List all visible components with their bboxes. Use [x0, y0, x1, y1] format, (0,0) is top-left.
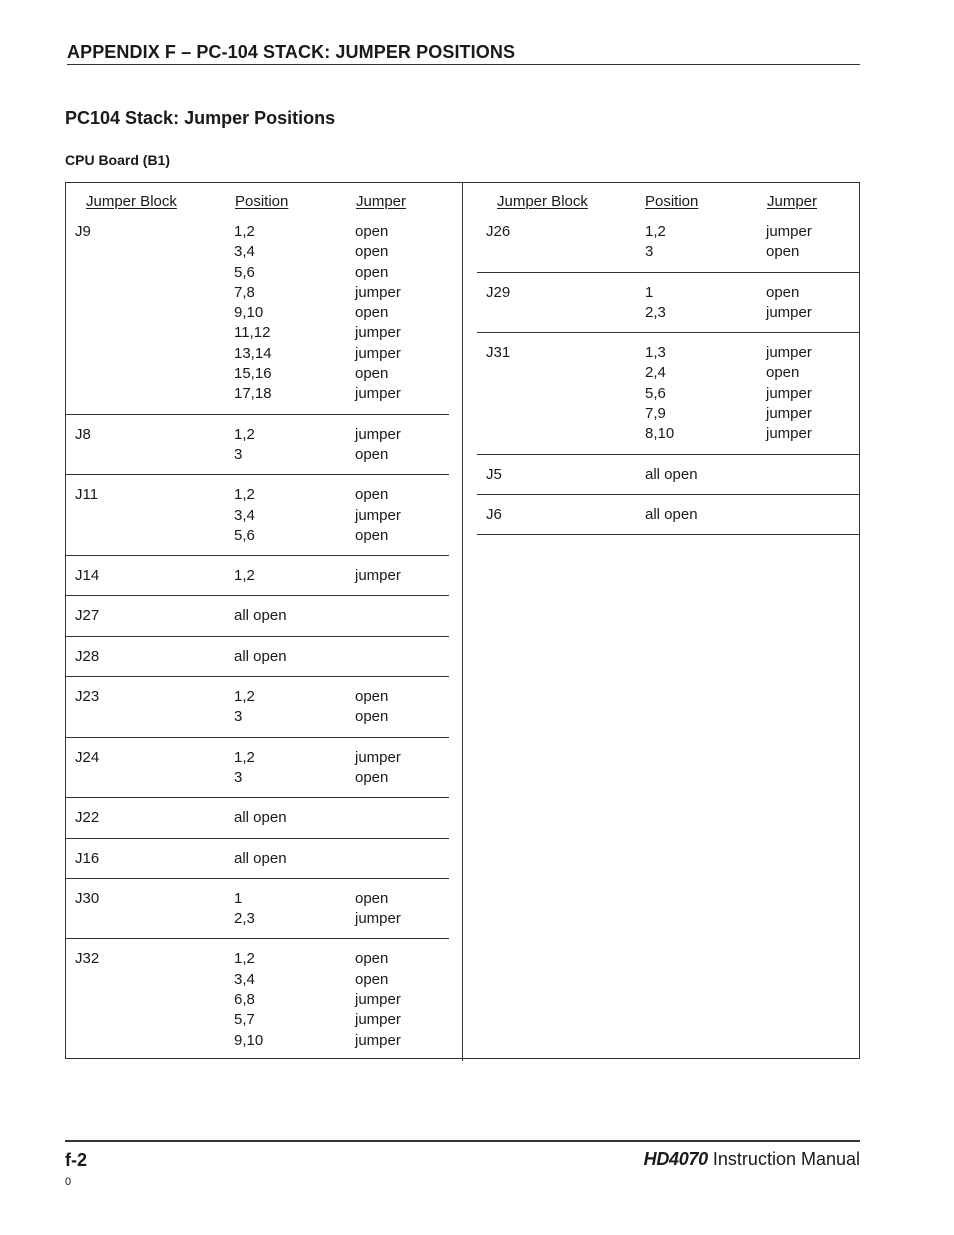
- table-row: [66, 677, 449, 738]
- position-value: 1,2: [645, 223, 666, 240]
- left-table-rows: [66, 220, 449, 1061]
- position-cell: [234, 566, 255, 586]
- jumper-value: open: [355, 263, 389, 281]
- jumper-value: jumper: [355, 567, 401, 585]
- jumper-cell: [766, 465, 770, 485]
- position-cell: [234, 849, 287, 869]
- position-value: 17,18: [234, 385, 272, 403]
- column-header-jumper: Jumper: [356, 193, 407, 210]
- position-value: 11,12: [234, 324, 271, 342]
- position-value: 5,7: [234, 1011, 255, 1029]
- jumper-value: jumper: [355, 748, 401, 766]
- jumper-cell: [355, 889, 401, 930]
- table-row: [477, 220, 860, 273]
- jumper-block-cell: J16: [75, 849, 100, 867]
- column-header-jumper: Jumper: [767, 193, 818, 210]
- position-cell: [234, 485, 255, 546]
- appendix-header: APPENDIX F – PC-104 STACK: JUMPER POSITIONS: [67, 42, 516, 62]
- position-cell: [234, 222, 272, 405]
- column-header-jumper-block: Jumper Block: [497, 193, 588, 210]
- position-value: 1,2: [234, 223, 255, 240]
- position-cell: [234, 748, 255, 789]
- position-value: all open: [234, 809, 287, 827]
- table-row: [477, 333, 860, 455]
- table-row: [66, 596, 449, 636]
- jumper-value: jumper: [766, 405, 812, 423]
- jumper-value: jumper: [766, 425, 812, 443]
- page-sub-label: 0: [65, 1176, 72, 1188]
- jumper-value: open: [355, 889, 389, 907]
- jumper-cell: [355, 485, 401, 546]
- position-value: 9,10: [234, 1031, 264, 1049]
- position-value: 1,2: [234, 425, 255, 443]
- table-row: [66, 475, 449, 556]
- position-value: 8,10: [645, 425, 675, 443]
- jumper-block-cell: J26: [486, 223, 511, 240]
- table-row: [66, 220, 449, 415]
- jumper-value: open: [355, 688, 389, 706]
- jumper-block-cell: J29: [486, 283, 511, 301]
- position-value: 6,8: [234, 991, 255, 1009]
- jumper-cell: [355, 425, 401, 466]
- position-cell: [234, 889, 255, 930]
- position-value: 15,16: [234, 365, 272, 383]
- position-value: all open: [234, 607, 287, 625]
- section-title: PC104 Stack: Jumper Positions: [65, 108, 336, 128]
- jumper-value: jumper: [355, 385, 401, 403]
- table-row: [477, 273, 860, 334]
- footer-rule: [65, 1140, 860, 1142]
- position-cell: [234, 949, 263, 1050]
- jumper-value: jumper: [766, 384, 812, 402]
- position-cell: [645, 505, 698, 525]
- jumper-value: jumper: [355, 283, 401, 301]
- position-value: 1,2: [234, 748, 255, 766]
- jumper-block-cell: J11: [75, 486, 99, 504]
- position-value: 3,4: [234, 970, 255, 988]
- page-number: f-2: [65, 1150, 87, 1170]
- jumper-cell: [355, 748, 401, 789]
- jumper-value: open: [355, 950, 389, 968]
- table-row: [66, 556, 449, 596]
- position-cell: [645, 465, 698, 485]
- jumper-value: jumper: [766, 303, 812, 321]
- jumper-block-cell: J24: [75, 748, 100, 766]
- position-value: 7,9: [645, 405, 666, 423]
- position-value: 3,4: [234, 506, 255, 524]
- position-cell: [234, 425, 255, 466]
- jumper-block-cell: J31: [486, 344, 511, 362]
- jumper-cell: [355, 566, 401, 586]
- subsection-title: CPU Board (B1): [65, 152, 171, 168]
- jumper-value: open: [355, 304, 389, 322]
- jumper-block-cell: J30: [75, 889, 100, 907]
- jumper-value: open: [355, 768, 389, 786]
- position-value: 1,2: [234, 950, 255, 968]
- jumper-block-cell: J27: [75, 607, 100, 625]
- jumper-value: open: [355, 365, 389, 383]
- jumper-block-cell: J23: [75, 688, 100, 706]
- jumper-block-cell: J28: [75, 647, 100, 665]
- column-header-position: Position: [235, 193, 289, 210]
- position-cell: [645, 222, 666, 263]
- jumper-cell: [355, 949, 401, 1050]
- jumper-value: open: [355, 223, 389, 240]
- table-row: [66, 798, 449, 838]
- table-row: [66, 839, 449, 879]
- position-value: 2,3: [234, 910, 255, 928]
- position-value: 7,8: [234, 283, 255, 301]
- position-value: 1,2: [234, 486, 255, 504]
- jumper-value: [355, 647, 359, 667]
- position-value: 3: [234, 445, 243, 463]
- manual-name: [644, 1149, 860, 1170]
- position-value: 2,4: [645, 364, 666, 382]
- jumper-value: [355, 808, 359, 828]
- right-table-rows: [477, 220, 860, 535]
- jumper-value: open: [766, 283, 800, 301]
- table-row: [66, 637, 449, 677]
- position-value: 5,6: [645, 384, 666, 402]
- jumper-block-cell: J5: [486, 465, 502, 483]
- jumper-block-cell: J14: [75, 567, 100, 585]
- position-value: 5,6: [234, 263, 255, 281]
- position-cell: [234, 606, 287, 626]
- jumper-value: open: [355, 526, 389, 544]
- table-row: [477, 495, 860, 535]
- jumper-block-cell: J9: [75, 223, 91, 240]
- position-value: all open: [645, 465, 698, 483]
- jumper-value: jumper: [355, 1011, 401, 1029]
- jumper-block-cell: J8: [75, 425, 91, 443]
- model-name: HD4070: [643, 1149, 708, 1169]
- jumper-value: jumper: [355, 506, 401, 524]
- jumper-cell: [766, 283, 812, 324]
- position-value: 1,2: [234, 567, 255, 585]
- jumper-value: jumper: [766, 344, 812, 362]
- position-cell: [234, 647, 287, 667]
- position-cell: [645, 343, 674, 444]
- jumper-value: [766, 505, 770, 525]
- header-rule: [67, 64, 860, 65]
- position-cell: [234, 808, 287, 828]
- column-header-jumper-block: Jumper Block: [86, 193, 177, 210]
- jumper-cell: [766, 222, 812, 263]
- jumper-cell: [355, 687, 388, 728]
- jumper-cell: [355, 222, 401, 405]
- jumper-cell: [355, 849, 359, 869]
- position-value: 3: [234, 768, 243, 786]
- jumper-value: open: [355, 445, 389, 463]
- position-value: 1: [645, 283, 654, 301]
- jumper-value: open: [355, 486, 389, 504]
- jumper-block-cell: J6: [486, 505, 502, 523]
- jumper-value: jumper: [355, 991, 401, 1009]
- position-value: 5,6: [234, 526, 255, 544]
- jumper-cell: [355, 606, 359, 626]
- jumper-value: [766, 465, 770, 485]
- jumper-value: jumper: [355, 1031, 401, 1049]
- position-value: 1,3: [645, 344, 666, 362]
- jumper-block-cell: J32: [75, 950, 100, 968]
- position-cell: [645, 283, 666, 324]
- position-value: 1,2: [234, 688, 255, 706]
- jumper-cell: [355, 647, 359, 667]
- table-column-divider: [462, 182, 463, 1061]
- position-value: 9,10: [234, 304, 264, 322]
- jumper-value: open: [766, 243, 800, 261]
- jumper-value: open: [766, 364, 800, 382]
- table-row: [66, 939, 449, 1061]
- jumper-value: [355, 606, 359, 626]
- jumper-value: jumper: [355, 910, 401, 928]
- position-value: all open: [234, 849, 287, 867]
- position-value: 3: [234, 708, 243, 726]
- jumper-value: jumper: [355, 344, 401, 362]
- position-value: all open: [645, 505, 698, 523]
- column-header-position: Position: [645, 193, 699, 210]
- jumper-block-cell: J22: [75, 809, 100, 827]
- table-row: [66, 738, 449, 799]
- jumper-cell: [766, 343, 812, 444]
- position-value: 13,14: [234, 344, 272, 362]
- position-value: 1: [234, 889, 243, 907]
- position-cell: [234, 687, 255, 728]
- jumper-cell: [766, 505, 770, 525]
- position-value: 2,3: [645, 303, 666, 321]
- position-value: 3,4: [234, 243, 255, 261]
- jumper-value: [355, 849, 359, 869]
- table-row: [66, 879, 449, 940]
- jumper-value: jumper: [766, 223, 812, 240]
- manual-label: Instruction Manual: [712, 1149, 860, 1169]
- jumper-value: jumper: [355, 324, 401, 342]
- jumper-value: open: [355, 243, 389, 261]
- jumper-cell: [355, 808, 359, 828]
- position-value: all open: [234, 647, 287, 665]
- jumper-value: open: [355, 708, 389, 726]
- position-value: 3: [645, 243, 654, 261]
- jumper-value: open: [355, 970, 389, 988]
- table-row: [66, 415, 449, 476]
- jumper-value: jumper: [355, 425, 401, 443]
- table-row: [477, 455, 860, 495]
